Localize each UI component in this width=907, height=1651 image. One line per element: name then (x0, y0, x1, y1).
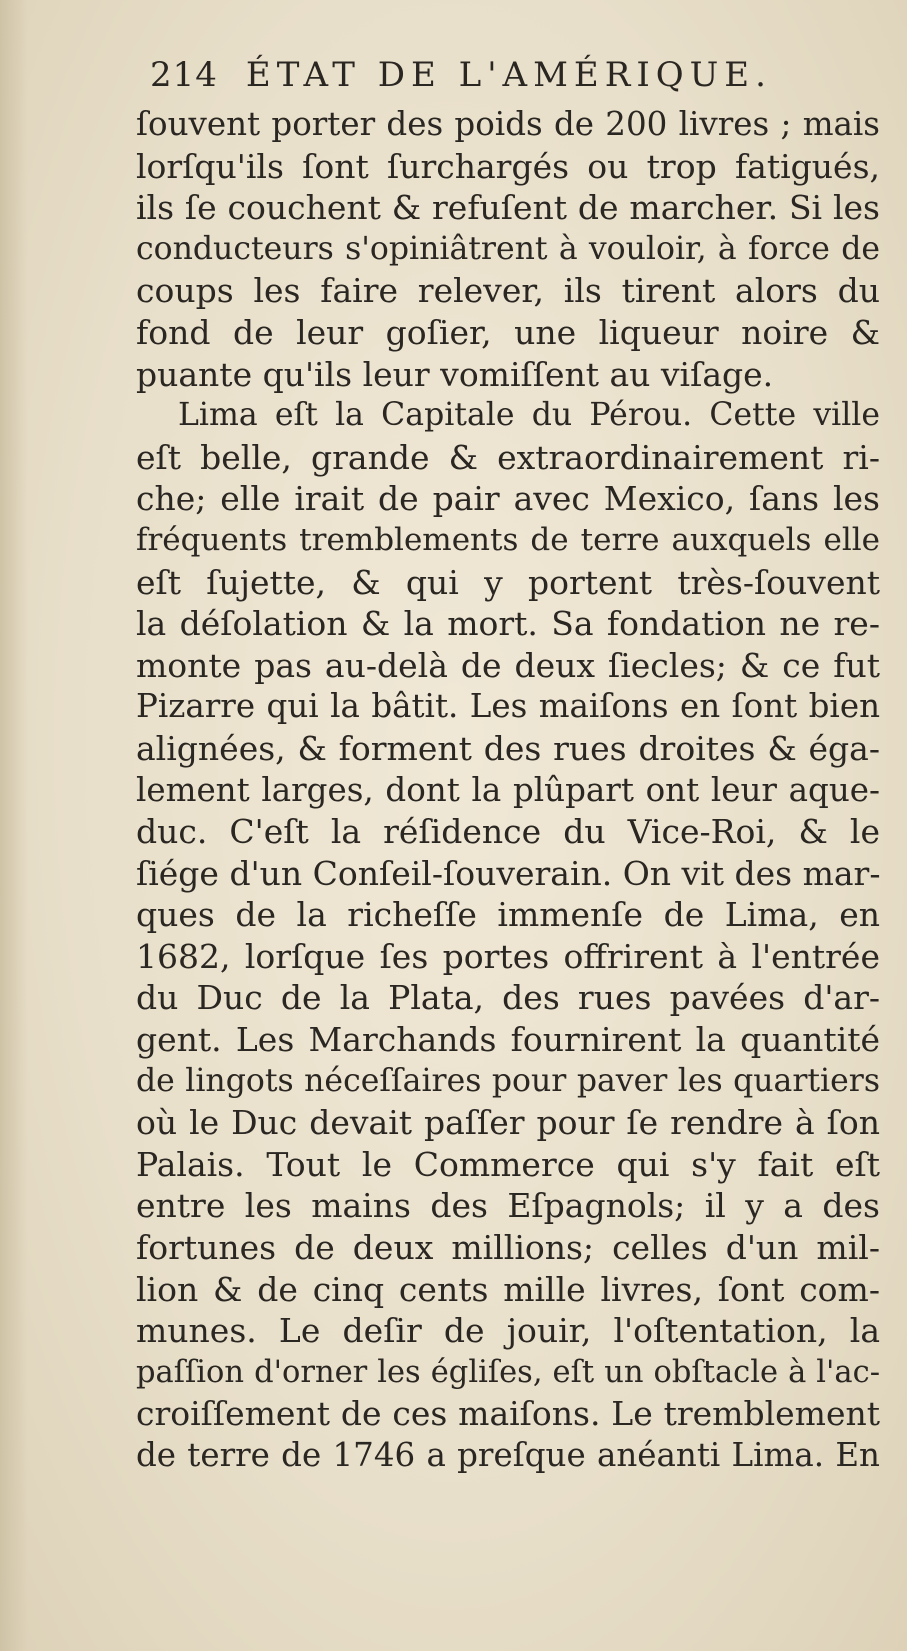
text-line: coups les faire relever, ils tirent alors du (136, 271, 880, 311)
text-line: eſt belle, grande & extraordinairement ri- (136, 437, 880, 477)
text-line: eſt ſujette, & qui y portent très-ſouvent (136, 562, 880, 602)
text-line: fortunes de deux millions; celles d'un mil- (136, 1228, 880, 1268)
text-line: ques de la richeſſe immenſe de Lima, en (136, 895, 880, 935)
text-line: gent. Les Marchands fournirent la quantité (136, 1020, 880, 1060)
text-line: lion & de cinq cents mille livres, ſont com- (136, 1269, 880, 1309)
text-line: alignées, & forment des rues droites & éga- (136, 728, 880, 768)
text-line: fond de leur goſier, une liqueur noire & (136, 312, 880, 352)
text-line: che; elle irait de pair avec Mexico, ſans les (136, 479, 880, 519)
text-line: paſſion d'orner les égliſes, eſt un obſtacle à l'ac- (136, 1354, 880, 1390)
text-line: fréquents tremblements de terre auxquels elle (136, 521, 880, 558)
text-line: de terre de 1746 a preſque anéanti Lima. En (136, 1436, 880, 1474)
running-header (150, 50, 790, 100)
text-line: Pizarre qui la bâtit. Les maiſons en ſont bien (136, 687, 880, 726)
text-line: où le Duc devait paſſer pour ſe rendre à ſon (136, 1103, 880, 1143)
text-line: ils ſe couchent & refuſent de marcher. Si les (136, 188, 880, 228)
text-line: duc. C'eſt la réſidence du Vice-Roi, & le (136, 812, 880, 852)
text-line: lement larges, dont la plûpart ont leur aque- (136, 770, 880, 809)
text-line: puante qu'ils leur vomiſſent au viſage. (136, 354, 774, 394)
page-number: 214 (150, 55, 218, 95)
text-line: lorſqu'ils ſont ſurchargés ou trop fatigués, (136, 146, 880, 186)
text-line: monte pas au-delà de deux ſiecles; & ce fut (136, 645, 880, 685)
text-line: de lingots néceſſaires pour paver les quartiers (136, 1062, 880, 1099)
text-line: munes. Le deſir de jouir, l'oſtentation, la (136, 1311, 880, 1351)
text-line: ſiége d'un Conſeil-ſouverain. On vit des mar- (136, 853, 881, 893)
text-line: ſouvent porter des poids de 200 livres ; mais (136, 105, 880, 143)
page-gutter-shadow (0, 0, 28, 1651)
running-title: ÉTAT DE L'AMÉRIQUE. (245, 55, 772, 95)
text-line: la déſolation & la mort. Sa fondation ne re- (136, 604, 880, 644)
text-line: conducteurs s'opiniâtrent à vouloir, à force de (136, 230, 880, 267)
body-text (136, 104, 880, 1477)
text-line: 1682, lorſque ſes portes offrirent à l'entrée (136, 936, 880, 976)
text-line: croiſſement de ces maiſons. Le tremblement (136, 1394, 880, 1434)
text-line: entre les mains des Eſpagnols; il y a des (136, 1186, 880, 1226)
text-line: du Duc de la Plata, des rues pavées d'ar- (136, 978, 880, 1018)
paragraph-start-line: Lima eſt la Capitale du Pérou. Cette ville (178, 397, 880, 434)
text-line: Palais. Tout le Commerce qui s'y fait eſt (136, 1144, 880, 1184)
